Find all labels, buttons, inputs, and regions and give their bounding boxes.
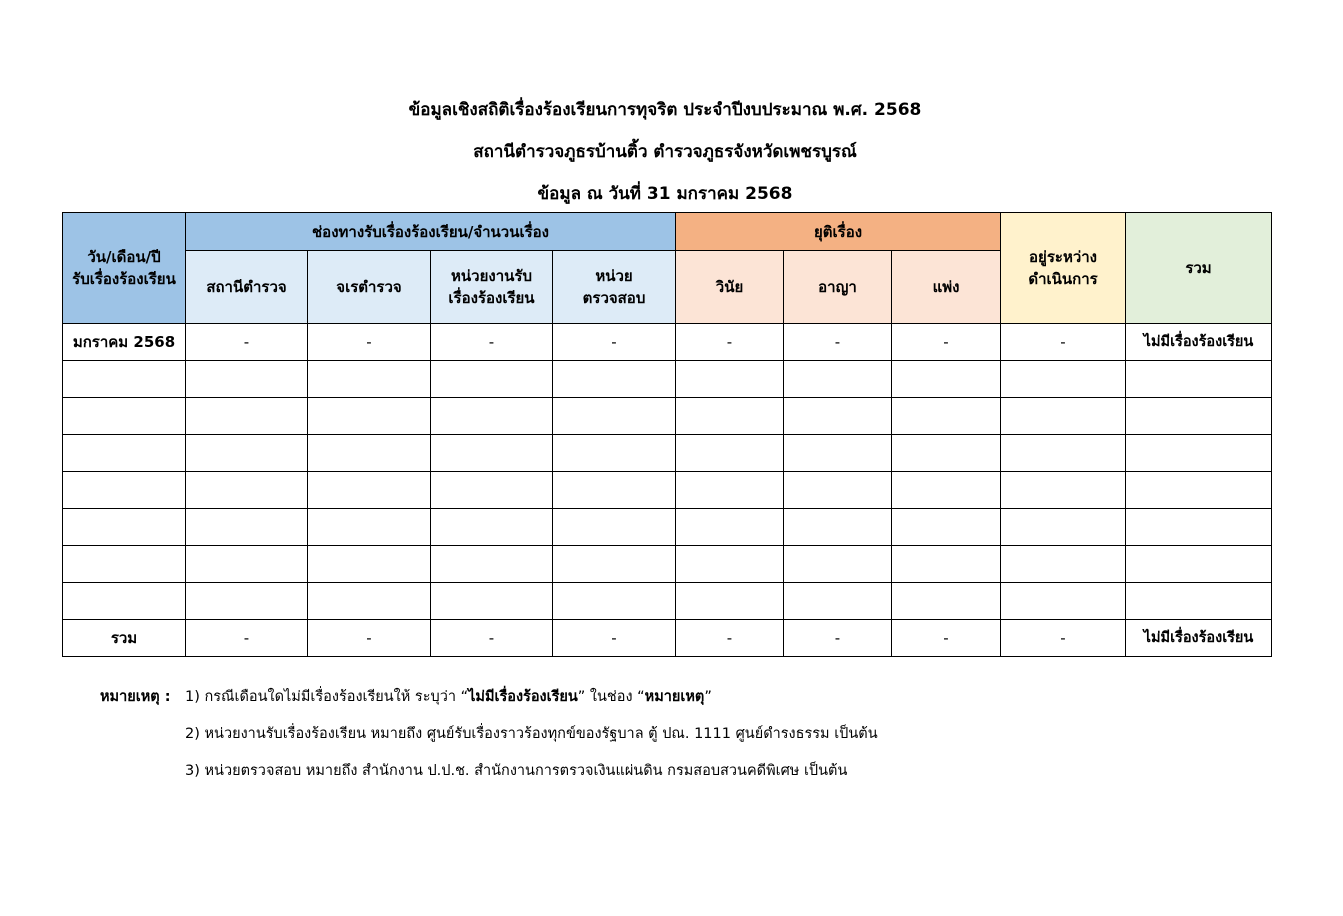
sum-channel-audit-unit: - bbox=[553, 620, 676, 657]
empty-cell bbox=[308, 398, 431, 435]
sum-row-label: รวม bbox=[63, 620, 186, 657]
empty-cell bbox=[784, 546, 892, 583]
date-column-header-line2: รับเรื่องร้องเรียน bbox=[72, 270, 176, 288]
empty-cell bbox=[431, 583, 553, 620]
report-titles bbox=[0, 92, 1330, 218]
empty-cell bbox=[553, 361, 676, 398]
empty-cell bbox=[676, 398, 784, 435]
empty-cell bbox=[676, 583, 784, 620]
report-date: ข้อมูล ณ วันที่ 31 มกราคม 2568 bbox=[537, 184, 793, 204]
empty-cell bbox=[676, 472, 784, 509]
sum-channel-police-inspector: - bbox=[308, 620, 431, 657]
sum-resolved-civil: - bbox=[892, 620, 1001, 657]
empty-cell bbox=[892, 583, 1001, 620]
empty-cell bbox=[308, 435, 431, 472]
empty-cell bbox=[1126, 472, 1272, 509]
sum-resolved-discipline: - bbox=[676, 620, 784, 657]
row-channel-complaint-agency: - bbox=[431, 324, 553, 361]
note-2: 2) หน่วยงานรับเรื่องร้องเรียน หมายถึง ศูนย์รับเรื่องราวร้องทุกข์ของรัฐบาล ตู้ ปณ. 1111 ศูนย์ดำรงธรรม เป็นต้น bbox=[185, 726, 878, 742]
resolved-criminal-header: อาญา bbox=[784, 251, 892, 324]
row-channel-police-inspector: - bbox=[308, 324, 431, 361]
audit-unit-line2: ตรวจสอบ bbox=[582, 289, 646, 307]
row-resolved-discipline: - bbox=[676, 324, 784, 361]
empty-cell bbox=[186, 546, 308, 583]
row-date: มกราคม 2568 bbox=[63, 324, 186, 361]
empty-cell bbox=[784, 583, 892, 620]
empty-cell bbox=[1001, 398, 1126, 435]
table-row bbox=[63, 324, 1272, 361]
row-total: ไม่มีเรื่องร้องเรียน bbox=[1126, 324, 1272, 361]
empty-cell bbox=[186, 398, 308, 435]
empty-cell bbox=[676, 546, 784, 583]
empty-cell bbox=[63, 583, 186, 620]
table-row bbox=[63, 398, 1272, 435]
table-row bbox=[63, 472, 1272, 509]
empty-cell bbox=[308, 583, 431, 620]
empty-cell bbox=[553, 472, 676, 509]
channel-audit-unit-header bbox=[553, 251, 676, 324]
complaint-agency-line2: เรื่องร้องเรียน bbox=[448, 289, 535, 307]
pending-column-header bbox=[1001, 213, 1126, 324]
empty-cell bbox=[553, 509, 676, 546]
report-subtitle-station: สถานีตำรวจภูธรบ้านติ้ว ตำรวจภูธรจังหวัดเพชรบูรณ์ bbox=[473, 142, 857, 162]
empty-cell bbox=[431, 361, 553, 398]
empty-cell bbox=[892, 546, 1001, 583]
empty-cell bbox=[308, 546, 431, 583]
note-1-suffix: ” bbox=[704, 689, 712, 705]
empty-cell bbox=[892, 509, 1001, 546]
empty-cell bbox=[892, 435, 1001, 472]
empty-cell bbox=[1001, 472, 1126, 509]
resolved-group-header: ยุติเรื่อง bbox=[676, 213, 1001, 251]
channels-group-header: ช่องทางรับเรื่องร้องเรียน/จำนวนเรื่อง bbox=[186, 213, 676, 251]
pending-header-line1: อยู่ระหว่าง bbox=[1029, 248, 1097, 266]
table-row bbox=[63, 435, 1272, 472]
empty-cell bbox=[186, 509, 308, 546]
channel-police-station-header: สถานีตำรวจ bbox=[186, 251, 308, 324]
note-1-prefix: 1) กรณีเดือนใดไม่มีเรื่องร้องเรียนให้ ระบุว่า “ bbox=[185, 689, 469, 705]
table-row bbox=[63, 361, 1272, 398]
empty-cell bbox=[676, 361, 784, 398]
empty-cell bbox=[1001, 361, 1126, 398]
resolved-discipline-header: วินัย bbox=[676, 251, 784, 324]
empty-cell bbox=[1001, 583, 1126, 620]
empty-cell bbox=[431, 398, 553, 435]
empty-cell bbox=[63, 361, 186, 398]
empty-cell bbox=[892, 472, 1001, 509]
empty-cell bbox=[892, 398, 1001, 435]
note-1 bbox=[185, 685, 712, 708]
table-row bbox=[63, 583, 1272, 620]
empty-cell bbox=[1001, 546, 1126, 583]
row-resolved-criminal: - bbox=[784, 324, 892, 361]
empty-cell bbox=[1126, 435, 1272, 472]
empty-cell bbox=[553, 583, 676, 620]
sum-channel-complaint-agency: - bbox=[431, 620, 553, 657]
empty-cell bbox=[784, 509, 892, 546]
empty-cell bbox=[63, 546, 186, 583]
empty-cell bbox=[553, 435, 676, 472]
note-1-bold-no-complaint: ไม่มีเรื่องร้องเรียน bbox=[468, 689, 578, 705]
date-column-header-line1: วัน/เดือน/ปี bbox=[87, 248, 161, 266]
table-row bbox=[63, 546, 1272, 583]
empty-cell bbox=[186, 361, 308, 398]
empty-cell bbox=[431, 509, 553, 546]
note-3: 3) หน่วยตรวจสอบ หมายถึง สำนักงาน ป.ป.ช. สำนักงานการตรวจเงินแผ่นดิน กรมสอบสวนคดีพิเศษ เป็นต้น bbox=[185, 763, 848, 779]
row-pending: - bbox=[1001, 324, 1126, 361]
pending-header-line2: ดำเนินการ bbox=[1028, 270, 1098, 288]
empty-cell bbox=[431, 472, 553, 509]
empty-cell bbox=[186, 583, 308, 620]
sum-row bbox=[63, 620, 1272, 657]
complaint-statistics-table bbox=[62, 212, 1272, 657]
note-1-bold-remark: หมายเหตุ bbox=[644, 689, 705, 705]
note-row-1 bbox=[100, 678, 878, 715]
note-row-3 bbox=[100, 752, 878, 789]
empty-cell bbox=[553, 546, 676, 583]
empty-cell bbox=[1126, 509, 1272, 546]
resolved-civil-header: แพ่ง bbox=[892, 251, 1001, 324]
empty-cell bbox=[784, 361, 892, 398]
empty-cell bbox=[1126, 398, 1272, 435]
empty-cell bbox=[892, 361, 1001, 398]
sum-pending: - bbox=[1001, 620, 1126, 657]
empty-cell bbox=[1126, 546, 1272, 583]
sum-total: ไม่มีเรื่องร้องเรียน bbox=[1126, 620, 1272, 657]
notes-section bbox=[100, 678, 878, 789]
empty-cell bbox=[1126, 361, 1272, 398]
empty-cell bbox=[308, 361, 431, 398]
empty-cell bbox=[63, 435, 186, 472]
sum-resolved-criminal: - bbox=[784, 620, 892, 657]
complaint-agency-line1: หน่วยงานรับ bbox=[451, 267, 532, 285]
empty-cell bbox=[186, 435, 308, 472]
empty-cell bbox=[1001, 509, 1126, 546]
empty-cell bbox=[676, 509, 784, 546]
empty-cell bbox=[63, 472, 186, 509]
empty-cell bbox=[63, 398, 186, 435]
total-column-header: รวม bbox=[1126, 213, 1272, 324]
header-row-1 bbox=[63, 213, 1272, 251]
empty-cell bbox=[1126, 583, 1272, 620]
row-channel-audit-unit: - bbox=[553, 324, 676, 361]
report-title: ข้อมูลเชิงสถิติเรื่องร้องเรียนการทุจริต ประจำปีงบประมาณ พ.ศ. 2568 bbox=[408, 100, 922, 120]
table-row bbox=[63, 509, 1272, 546]
empty-cell bbox=[784, 398, 892, 435]
row-resolved-civil: - bbox=[892, 324, 1001, 361]
empty-cell bbox=[308, 509, 431, 546]
empty-cell bbox=[784, 472, 892, 509]
channel-police-inspector-header: จเรตำรวจ bbox=[308, 251, 431, 324]
empty-cell bbox=[431, 435, 553, 472]
date-column-header bbox=[63, 213, 186, 324]
channel-complaint-agency-header bbox=[431, 251, 553, 324]
audit-unit-line1: หน่วย bbox=[595, 267, 633, 285]
empty-cell bbox=[553, 398, 676, 435]
empty-cell bbox=[676, 435, 784, 472]
empty-cell bbox=[186, 472, 308, 509]
empty-cell bbox=[784, 435, 892, 472]
notes-label: หมายเหตุ : bbox=[100, 689, 171, 705]
row-channel-police-station: - bbox=[186, 324, 308, 361]
empty-cell bbox=[431, 546, 553, 583]
empty-cell bbox=[1001, 435, 1126, 472]
empty-cell bbox=[308, 472, 431, 509]
note-1-mid: ” ในช่อง “ bbox=[577, 689, 645, 705]
sum-channel-police-station: - bbox=[186, 620, 308, 657]
empty-cell bbox=[63, 509, 186, 546]
note-row-2 bbox=[100, 715, 878, 752]
